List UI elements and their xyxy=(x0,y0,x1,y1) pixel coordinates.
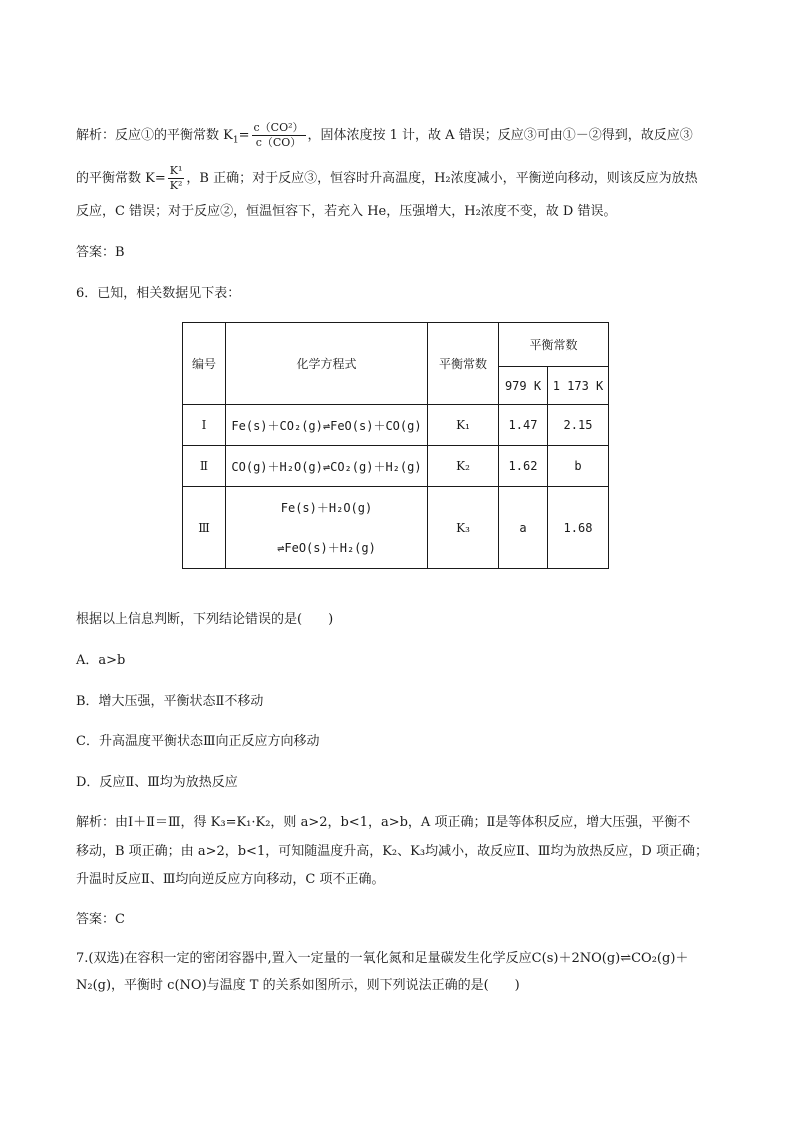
row-k: K₁ xyxy=(428,405,499,446)
k1-fraction xyxy=(252,121,306,150)
equilibrium-table xyxy=(182,322,609,569)
row-equation xyxy=(226,487,428,569)
header-id: 编号 xyxy=(183,323,226,405)
row-id: Ⅲ xyxy=(183,487,226,569)
table-row xyxy=(183,446,609,487)
analysis1-line2-prefix: 的平衡常数 K= xyxy=(76,171,166,186)
answer1: 答案：B xyxy=(76,245,125,260)
row-value-979: a xyxy=(499,487,548,569)
row-equation-part-a: Fe(s)＋H₂O(g) xyxy=(280,500,373,515)
header-equation: 化学方程式 xyxy=(226,323,428,405)
analysis1-line2 xyxy=(76,164,698,193)
q6-title: 6．已知，相关数据见下表： xyxy=(76,286,241,301)
row-id: Ⅰ xyxy=(183,405,226,446)
row-equation: Fe(s)＋CO₂(g)⇌FeO(s)＋CO(g) xyxy=(226,405,428,446)
row-equation-part-b: ⇌FeO(s)＋H₂(g) xyxy=(277,540,376,555)
q6-option-a: A．a>b xyxy=(76,653,126,668)
analysis1-line1-suffix: ，固体浓度按 1 计，故 A 错误；反应③可由①－②得到，故反应③ xyxy=(307,128,693,143)
q6-option-d: D．反应Ⅱ、Ⅲ均为放热反应 xyxy=(76,775,238,790)
equals-sign: = xyxy=(238,128,250,143)
q6-stem: 根据以上信息判断，下列结论错误的是( ) xyxy=(76,612,334,627)
row-value-1173: b xyxy=(548,446,609,487)
analysis1-line3: 反应，C 错误；对于反应②，恒温恒容下，若充入 He，压强增大，H₂浓度不变，故 D 错误。 xyxy=(76,204,617,219)
analysis2-line1: 解析：由Ⅰ＋Ⅱ＝Ⅲ，得 K₃=K₁·K₂，则 a>2，b<1，a>b，A 项正确；Ⅱ是等体积反应，增大压强，平衡不 xyxy=(76,815,691,830)
header-temp-979: 979 K xyxy=(499,367,548,405)
row-value-979: 1.47 xyxy=(499,405,548,446)
analysis1-line1 xyxy=(76,121,693,151)
row-value-1173: 2.15 xyxy=(548,405,609,446)
k1-subscript: 1 xyxy=(232,135,239,146)
analysis1-line1-prefix: 解析：反应①的平衡常数 K xyxy=(76,128,233,143)
analysis2-line3: 升温时反应Ⅱ、Ⅲ均向逆反应方向移动，C 项不正确。 xyxy=(76,872,385,887)
q6-option-b: B．增大压强，平衡状态Ⅱ不移动 xyxy=(76,694,264,709)
q7-line1: 7.(双选)在容积一定的密闭容器中,置入一定量的一氧化氮和足量碳发生化学反应C(s)＋2NO(g)⇌CO₂(g)＋ xyxy=(76,951,689,966)
row-k: K₂ xyxy=(428,446,499,487)
row-id: Ⅱ xyxy=(183,446,226,487)
k1-fraction-numerator: c（CO²） xyxy=(253,121,304,134)
table-row xyxy=(183,487,609,569)
k-ratio-fraction xyxy=(168,164,185,193)
row-equation: CO(g)＋H₂O(g)⇌CO₂(g)＋H₂(g) xyxy=(226,446,428,487)
row-value-979: 1.62 xyxy=(499,446,548,487)
table-row xyxy=(183,405,609,446)
answer2: 答案：C xyxy=(76,912,125,927)
analysis2-line2: 移动，B 项正确；由 a>2，b<1，可知随温度升高，K₂、K₃均减小，故反应Ⅱ、Ⅲ均为放热反应，D 项正确； xyxy=(76,844,708,859)
k-ratio-denominator: K² xyxy=(169,179,183,192)
header-temp-1173: 1 173 K xyxy=(548,367,609,405)
q6-option-c: C．升高温度平衡状态Ⅲ向正反应方向移动 xyxy=(76,734,320,749)
row-value-1173: 1.68 xyxy=(548,487,609,569)
header-k: 平衡常数 xyxy=(428,323,499,405)
k1-fraction-denominator: c（CO） xyxy=(255,136,302,149)
k-ratio-numerator: K¹ xyxy=(169,164,183,177)
header-k-group: 平衡常数 xyxy=(499,323,609,367)
q7-line2: N₂(g)，平衡时 c(NO)与温度 T 的关系如图所示，则下列说法正确的是( ) xyxy=(76,978,520,993)
analysis1-line2-suffix: ，B 正确；对于反应③，恒容时升高温度，H₂浓度减小，平衡逆向移动，则该反应为放热 xyxy=(186,171,698,186)
row-k: K₃ xyxy=(428,487,499,569)
